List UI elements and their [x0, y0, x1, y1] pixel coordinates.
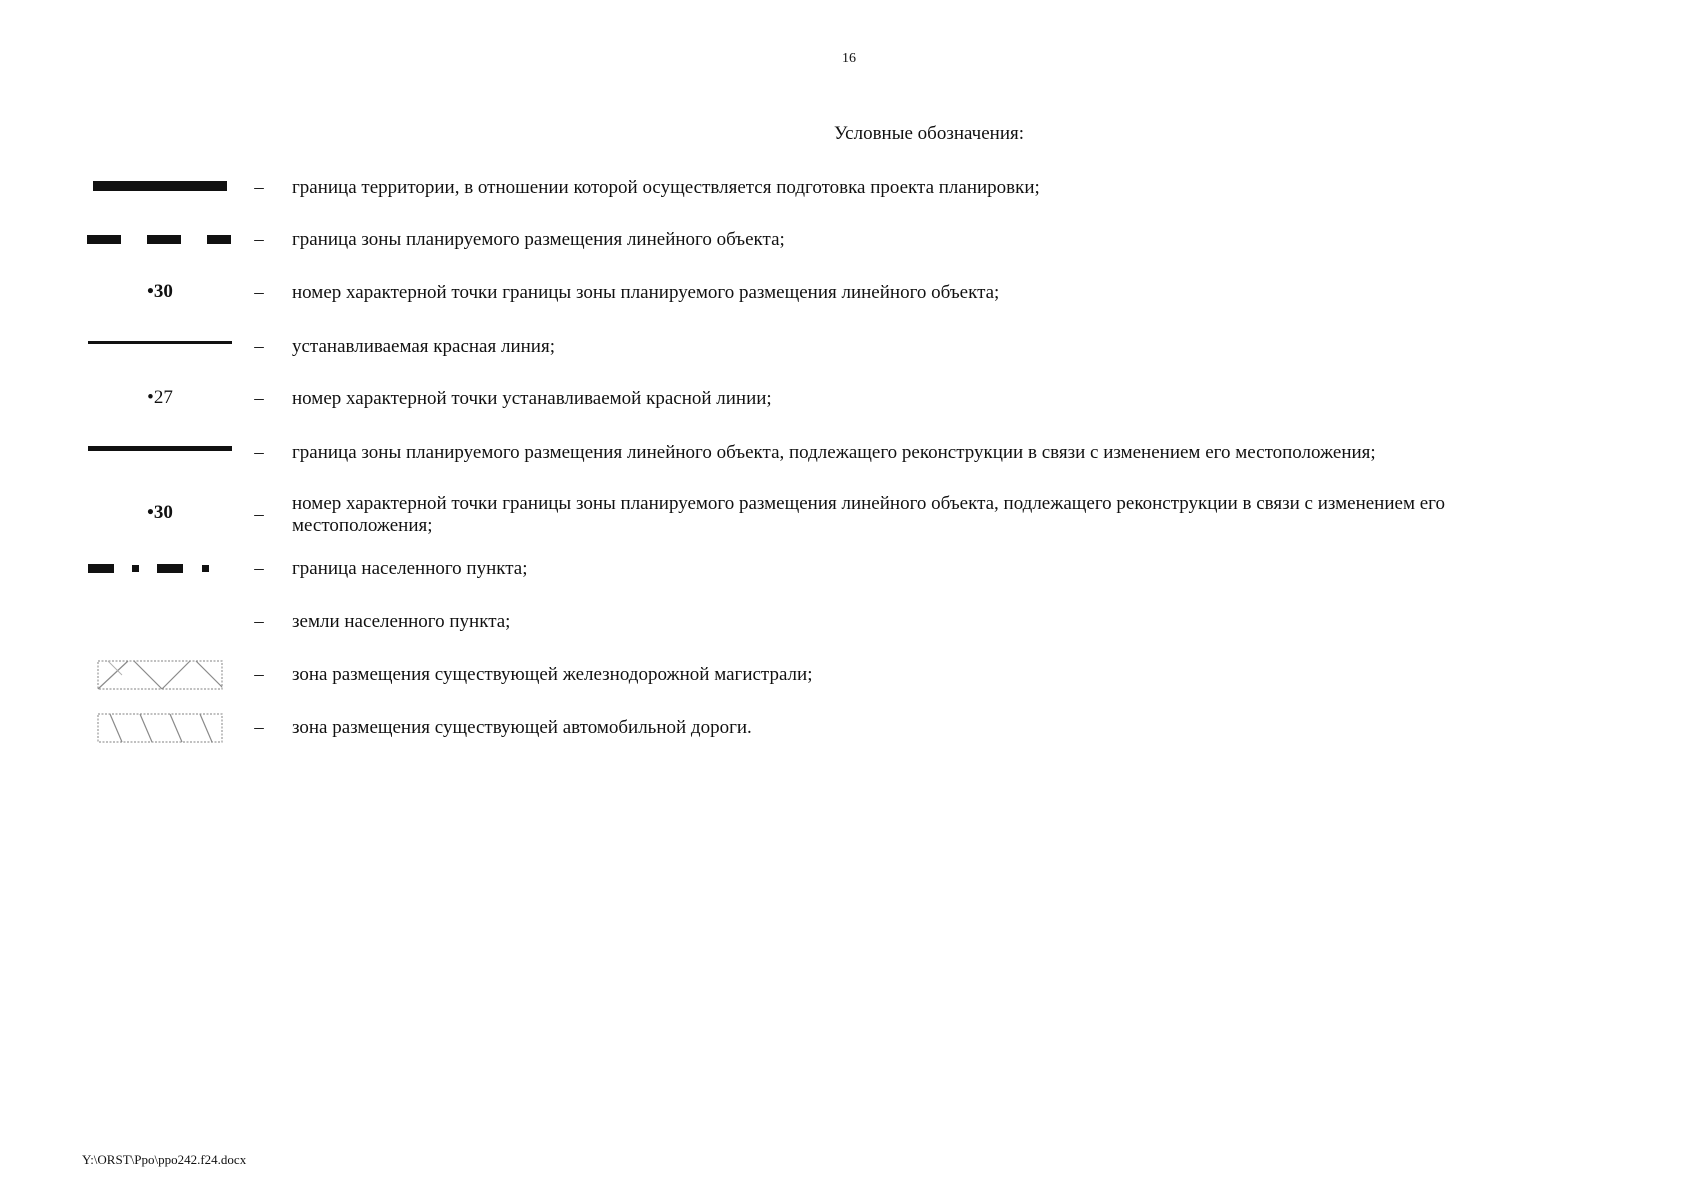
diagonal-hatch-box-icon: [96, 713, 224, 743]
bullet-icon: •: [147, 387, 154, 408]
point-marker: [147, 502, 173, 524]
point-number: 30: [153, 281, 173, 302]
legend-description: зона размещения существующей железнодорожной магистрали;: [292, 664, 813, 685]
legend-description: граница зоны планируемого размещения линейного объекта;: [292, 229, 785, 250]
red-line-point-symbol: [86, 378, 234, 418]
zone-point-symbol: [86, 272, 234, 312]
legend-description: граница зоны планируемого размещения линейного объекта, подлежащего реконструкции в связи с изменением его местоположения;: [292, 442, 1376, 463]
legend-title: Условные обозначения:: [833, 123, 1025, 144]
legend-dash: –: [254, 664, 264, 685]
legend-description: номер характерной точки устанавливаемой красной линии;: [292, 388, 772, 409]
legend-description: земли населенного пункта;: [292, 611, 511, 632]
point-number: 30: [153, 502, 173, 523]
zone-boundary-symbol: [86, 219, 234, 259]
legend-description: граница населенного пункта;: [292, 558, 528, 579]
legend-description: граница территории, в отношении которой осуществляется подготовка проекта планировки;: [292, 177, 1040, 198]
railway-zone-symbol: [86, 655, 234, 695]
red-line-symbol: [86, 323, 234, 363]
legend-dash: –: [254, 336, 264, 357]
legend-dash: –: [254, 558, 264, 579]
cross-hatch-box-icon: [96, 660, 224, 690]
point-marker: [147, 281, 173, 303]
reconstruction-zone-symbol: [86, 429, 234, 469]
territory-boundary-symbol: [86, 166, 234, 206]
legend-description: номер характерной точки границы зоны планируемого размещения линейного объекта, подлежащего реконструкции в связи с изменением его местоположения;: [292, 493, 1445, 536]
legend-dash: –: [254, 717, 264, 738]
page-number: 16: [842, 51, 856, 66]
thick-dashed-line-icon: [86, 233, 234, 245]
legend-description: номер характерной точки границы зоны планируемого размещения линейного объекта;: [292, 282, 1000, 303]
file-path: Y:\ORST\Ppo\ppo242.f24.docx: [82, 1152, 247, 1167]
bullet-icon: •: [147, 281, 154, 302]
legend-description: устанавливаемая красная линия;: [292, 336, 555, 357]
legend-dash: –: [254, 229, 264, 250]
reconstruction-point-symbol: [86, 493, 234, 533]
legend-dash: –: [254, 282, 264, 303]
point-marker: [147, 387, 173, 409]
medium-solid-line-icon: [86, 445, 234, 453]
legend-dash: –: [254, 177, 264, 198]
legend-dash: –: [254, 504, 264, 525]
dash-dot-line-icon: [86, 562, 234, 574]
bullet-icon: •: [147, 502, 154, 523]
legend-dash: –: [254, 388, 264, 409]
legend-dash: –: [254, 611, 264, 632]
point-number: 27: [153, 387, 173, 408]
legend-dash: –: [254, 442, 264, 463]
road-zone-symbol: [86, 708, 234, 748]
thick-solid-line-icon: [90, 180, 230, 192]
legend-description: зона размещения существующей автомобильной дороги.: [292, 717, 752, 738]
thin-solid-line-icon: [86, 340, 234, 346]
settlement-boundary-symbol: [86, 548, 234, 588]
